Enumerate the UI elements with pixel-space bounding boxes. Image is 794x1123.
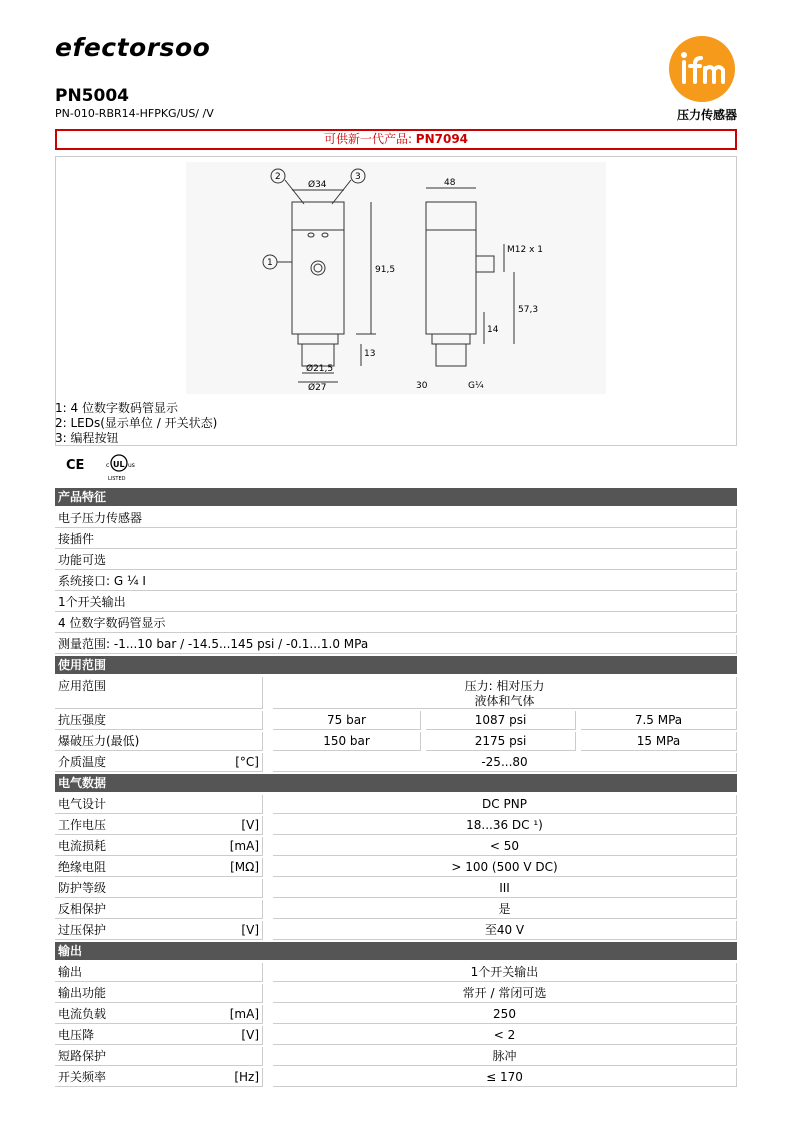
- burst-pressure-bar: 150 bar: [273, 732, 421, 751]
- spec-row: [55, 795, 737, 816]
- spec-label: [55, 795, 263, 814]
- spec-label: [55, 1026, 263, 1045]
- spec-value: 18...36 DC ¹): [273, 816, 737, 835]
- callout-2: 2: [275, 172, 281, 182]
- proof-pressure-label: 抗压强度: [55, 711, 263, 730]
- certification-marks: [64, 453, 184, 483]
- spec-label-text: 电流损耗: [58, 839, 107, 853]
- type-code: PN-010-RBR14-HFPKG/US/ /V: [55, 107, 214, 120]
- spec-label-text: 反相保护: [58, 902, 107, 916]
- section-features-header: 产品特征: [55, 488, 737, 506]
- dim-13: 13: [364, 349, 376, 359]
- spec-row: [55, 900, 737, 921]
- spec-row: [55, 984, 737, 1005]
- dim-diameter-27: Ø27: [308, 383, 327, 393]
- spec-label: [55, 1005, 263, 1024]
- spec-unit: [V]: [241, 923, 259, 937]
- spec-label: [55, 1047, 263, 1066]
- spec-value: 1个开关输出: [273, 963, 737, 982]
- spec-row: [55, 1047, 737, 1068]
- spec-row: [55, 816, 737, 837]
- feature-row: 电子压力传感器: [55, 509, 737, 528]
- ul-c: c: [106, 462, 110, 469]
- spec-label-text: 电流负载: [58, 1007, 107, 1021]
- spec-row: [55, 1005, 737, 1026]
- spec-value: 脉冲: [273, 1047, 737, 1066]
- legend-item: 2: LEDs(显示单位 / 开关状态): [55, 416, 218, 430]
- brand-logo: efectorsoo: [55, 33, 211, 62]
- section-output-header: 输出: [55, 942, 737, 960]
- spec-row: [55, 1026, 737, 1047]
- dim-thread-g14: G¼: [468, 381, 484, 391]
- spec-row: [55, 858, 737, 879]
- spec-unit: [mA]: [229, 1007, 259, 1021]
- drawing-legend: [55, 401, 217, 446]
- spec-unit: [MΩ]: [230, 860, 259, 874]
- spec-value: III: [273, 879, 737, 898]
- spec-label-text: 防护等级: [58, 881, 107, 895]
- spec-label: [55, 984, 263, 1003]
- medium-temp-value: -25...80: [273, 753, 737, 772]
- feature-row: 4 位数字数码管显示: [55, 614, 737, 633]
- section-electrical-header: 电气数据: [55, 774, 737, 792]
- feature-row: 测量范围: -1...10 bar / -14.5...145 psi / -0.1...1.0 MPa: [55, 635, 737, 654]
- spec-label-text: 绝缘电阻: [58, 860, 107, 874]
- application-label: 应用范围: [55, 677, 263, 709]
- spec-value: DC PNP: [273, 795, 737, 814]
- spec-label: [55, 837, 263, 856]
- callout-3: 3: [355, 172, 361, 182]
- ul-text: UL: [113, 460, 125, 469]
- spec-label-text: 开关频率: [58, 1070, 107, 1084]
- spec-value: 常开 / 常闭可选: [273, 984, 737, 1003]
- ifm-logo: [669, 36, 735, 102]
- spec-value: 是: [273, 900, 737, 919]
- spec-table: [55, 488, 737, 1089]
- spec-unit: [V]: [241, 1028, 259, 1042]
- spec-row: [55, 837, 737, 858]
- dim-m12: M12 x 1: [507, 245, 543, 255]
- product-code: PN5004: [55, 86, 130, 106]
- feature-row: 功能可选: [55, 551, 737, 570]
- medium-temp-unit: [°C]: [235, 755, 259, 769]
- spec-value: < 50: [273, 837, 737, 856]
- burst-pressure-label: 爆破压力(最低): [55, 732, 263, 751]
- spec-row: [55, 1068, 737, 1089]
- proof-pressure-psi: 1087 psi: [426, 711, 576, 730]
- spec-label-text: 输出: [58, 965, 83, 979]
- dim-91-5: 91,5: [375, 265, 396, 275]
- feature-row: 接插件: [55, 530, 737, 549]
- spec-label: [55, 1068, 263, 1087]
- application-value: [273, 677, 737, 709]
- application-value-line: 压力: 相对压力: [464, 679, 545, 693]
- dim-14: 14: [487, 325, 499, 335]
- spec-label-text: 短路保护: [58, 1049, 107, 1063]
- successor-banner[interactable]: [55, 129, 737, 150]
- proof-pressure-bar: 75 bar: [273, 711, 421, 730]
- medium-temp-label: [55, 753, 263, 772]
- spec-value: ≤ 170: [273, 1068, 737, 1087]
- spec-value: < 2: [273, 1026, 737, 1045]
- spec-label-text: 电气设计: [58, 797, 107, 811]
- spec-unit: [Hz]: [234, 1070, 259, 1084]
- dim-wrench-30: 30: [416, 381, 428, 391]
- spec-label: [55, 900, 263, 919]
- dim-57-3: 57,3: [518, 305, 539, 315]
- spec-label: [55, 921, 263, 940]
- spec-label-text: 工作电压: [58, 818, 107, 832]
- burst-pressure-psi: 2175 psi: [426, 732, 576, 751]
- spec-row: [55, 963, 737, 984]
- dim-diameter-34: Ø34: [308, 180, 327, 190]
- feature-row: 系统接口: G ¼ I: [55, 572, 737, 591]
- spec-label-text: 过压保护: [58, 923, 107, 937]
- spec-row: [55, 921, 737, 942]
- feature-row: 1个开关输出: [55, 593, 737, 612]
- section-application-header: 使用范围: [55, 656, 737, 674]
- proof-pressure-mpa: 7.5 MPa: [581, 711, 737, 730]
- spec-label-text: 输出功能: [58, 986, 107, 1000]
- spec-value: 至40 V: [273, 921, 737, 940]
- spec-row: [55, 879, 737, 900]
- application-value-line: 液体和气体: [474, 694, 535, 708]
- burst-pressure-mpa: 15 MPa: [581, 732, 737, 751]
- medium-temp-label-text: 介质温度: [58, 755, 107, 769]
- ce-mark: CE: [66, 458, 85, 473]
- dim-48: 48: [444, 178, 456, 188]
- callout-1: 1: [267, 258, 273, 268]
- successor-prefix: 可供新一代产品:: [323, 132, 416, 146]
- legend-item: 3: 编程按钮: [55, 431, 119, 445]
- spec-label: [55, 963, 263, 982]
- successor-code[interactable]: PN7094: [415, 132, 469, 146]
- legend-item: 1: 4 位数字数码管显示: [55, 401, 178, 415]
- dim-diameter-21-5: Ø21,5: [306, 364, 334, 374]
- spec-value: > 100 (500 V DC): [273, 858, 737, 877]
- spec-label: [55, 816, 263, 835]
- dimension-drawing: [186, 162, 606, 394]
- spec-value: 250: [273, 1005, 737, 1024]
- spec-unit: [V]: [241, 818, 259, 832]
- ul-listed: LISTED: [108, 476, 126, 482]
- spec-unit: [mA]: [229, 839, 259, 853]
- spec-label-text: 电压降: [58, 1028, 95, 1042]
- spec-label: [55, 879, 263, 898]
- ul-us: us: [128, 462, 135, 469]
- spec-label: [55, 858, 263, 877]
- product-category: 压力传感器: [676, 108, 737, 122]
